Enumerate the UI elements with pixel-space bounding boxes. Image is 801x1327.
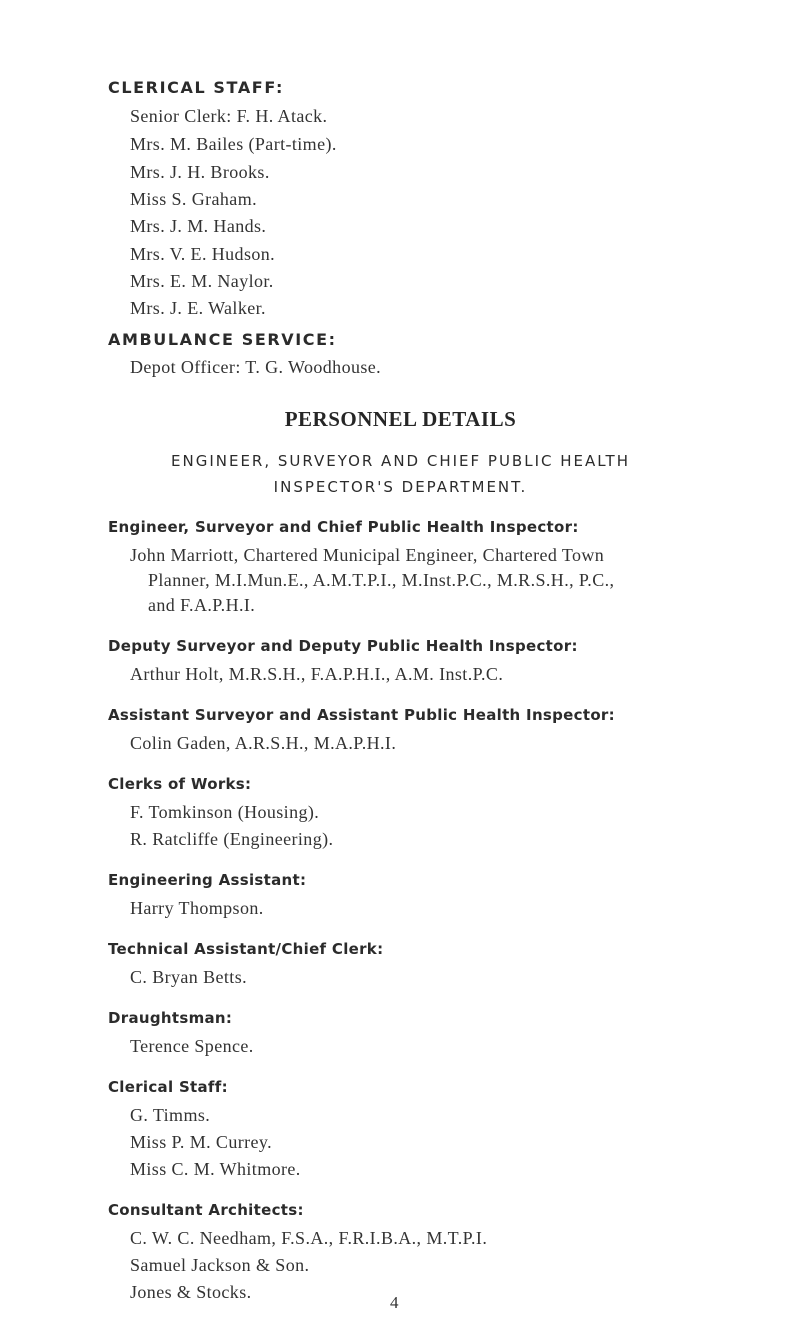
section-line: R. Ratcliffe (Engineering). [130,829,334,849]
department-line-2: INSPECTOR'S DEPARTMENT. [273,478,528,496]
section-heading: Consultant Architects: [108,1201,304,1219]
staff-line: Mrs. J. M. Hands. [130,216,267,236]
ambulance-heading: AMBULANCE SERVICE: [108,330,337,349]
section-line: C. W. C. Needham, F.S.A., F.R.I.B.A., M.T.P.I. [130,1228,488,1248]
section-line: F. Tomkinson (Housing). [130,802,320,822]
section-heading: Clerks of Works: [108,775,252,793]
section-line: Colin Gaden, A.R.S.H., M.A.P.H.I. [130,733,397,753]
section-line: Harry Thompson. [130,898,264,918]
clerical-staff-heading: CLERICAL STAFF: [108,78,284,97]
section-heading: Draughtsman: [108,1009,233,1027]
section-line: C. Bryan Betts. [130,967,247,987]
section-line: Miss C. M. Whitmore. [130,1159,301,1179]
department-line-1: ENGINEER, SURVEYOR AND CHIEF PUBLIC HEALTH [171,452,630,470]
staff-line: Mrs. V. E. Hudson. [130,244,276,264]
page-title: PERSONNEL DETAILS [284,407,517,431]
section-heading: Technical Assistant/Chief Clerk: [108,940,384,958]
section-line: and F.A.P.H.I. [148,595,256,615]
staff-line: Mrs. E. M. Naylor. [130,271,274,291]
section-line: Samuel Jackson & Son. [130,1255,310,1275]
section-heading: Assistant Surveyor and Assistant Public Health Inspector: [108,706,615,724]
section-heading: Deputy Surveyor and Deputy Public Health Inspector: [108,637,578,655]
section-line: John Marriott, Chartered Municipal Engineer, Chartered Town [130,545,605,565]
staff-line: Mrs. M. Bailes (Part-time). [130,134,337,154]
section-line: G. Timms. [130,1105,211,1125]
staff-line: Mrs. J. E. Walker. [130,298,266,318]
staff-line: Senior Clerk: F. H. Atack. [130,106,328,126]
staff-line: Mrs. J. H. Brooks. [130,162,270,182]
section-line: Planner, M.I.Mun.E., A.M.T.P.I., M.Inst.P.C., M.R.S.H., P.C., [148,570,615,590]
staff-line: Miss S. Graham. [130,189,257,209]
ambulance-line: Depot Officer: T. G. Woodhouse. [130,357,382,377]
page-number: 4 [390,1293,399,1312]
section-heading: Clerical Staff: [108,1078,228,1096]
section-line: Miss P. M. Currey. [130,1132,273,1152]
section-heading: Engineer, Surveyor and Chief Public Health Inspector: [108,518,579,536]
section-heading: Engineering Assistant: [108,871,307,889]
section-line: Arthur Holt, M.R.S.H., F.A.P.H.I., A.M. Inst.P.C. [130,664,504,684]
section-line: Jones & Stocks. [130,1282,252,1302]
section-line: Terence Spence. [130,1036,254,1056]
